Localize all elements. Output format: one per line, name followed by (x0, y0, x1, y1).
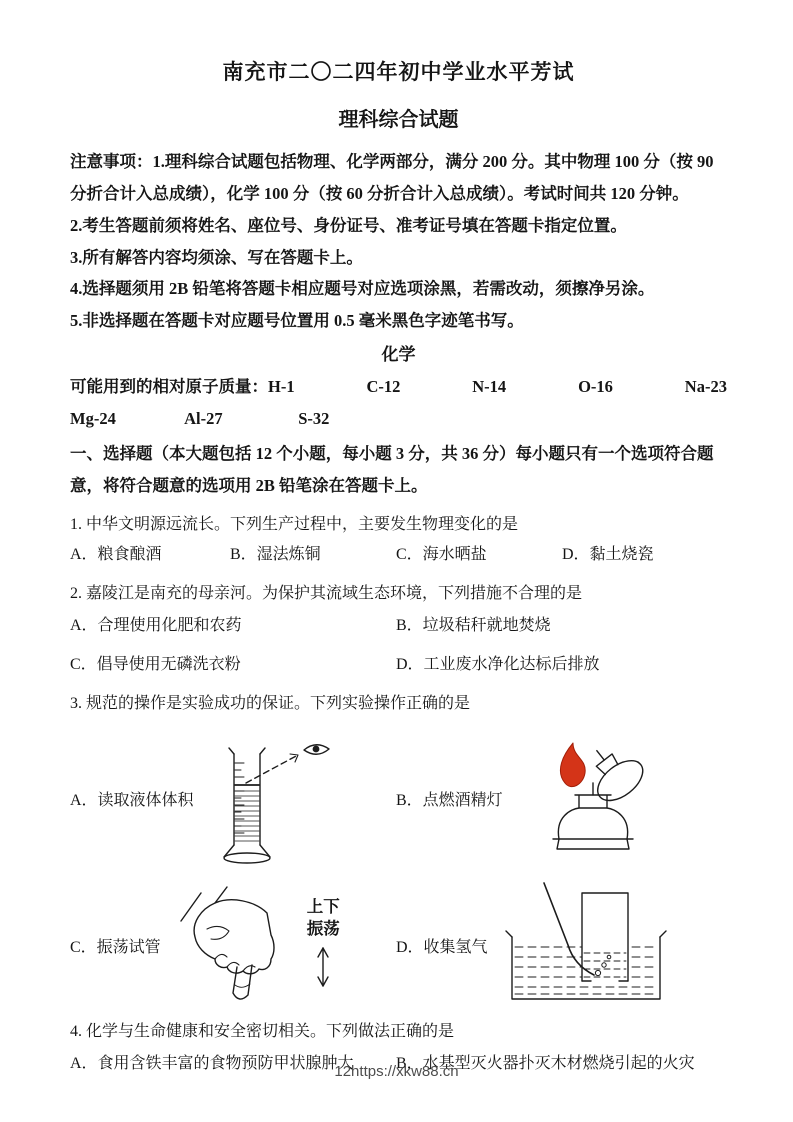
atomic-mass-line-1 (70, 371, 727, 403)
footer-watermark: 12https://xkw88.cn (334, 1063, 459, 1080)
subject-heading: 化学 (381, 345, 416, 365)
shake-label-line-2: 振荡 (306, 919, 340, 939)
option-c: C．倡导使用无磷洗衣粉 (70, 656, 241, 674)
atomic-mass-item: Al-27 (184, 409, 223, 429)
section-1-heading: 一、选择题（本大题包括 12 个小题，每小题 3 分，共 36 分）每小题只有一个选项符合题意，将符合题意的选项用 2B 铅笔涂在答题卡上。 (70, 444, 714, 495)
option-a: A．粮食酿酒 (70, 546, 162, 564)
notice-line-3: 3.所有解答内容均须涂、写在答题卡上。 (70, 247, 363, 267)
option-d-label: D．收集氢气 (396, 938, 488, 956)
atomic-mass-item: 可能用到的相对原子质量：H-1 (70, 377, 295, 397)
hand-shaking-test-tube-figure (171, 883, 299, 1007)
atomic-mass-item: N-14 (472, 377, 507, 397)
option-b-label: B．点燃酒精灯 (396, 791, 503, 809)
question-3-figure-options (70, 727, 727, 1009)
option-b: B．湿法炼铜 (230, 546, 321, 564)
question-2-options (70, 611, 727, 681)
question-1-stem: 1. 中华文明源远流长。下列生产过程中，主要发生物理变化的是 (70, 515, 519, 533)
notice-line-5: 5.非选择题在答题卡对应题号位置用 0.5 毫米黑色字迹笔书写。 (70, 311, 524, 331)
atomic-mass-item: C-12 (366, 377, 401, 397)
question-4-stem: 4. 化学与生命健康和安全密切相关。下列做法正确的是 (70, 1023, 455, 1041)
option-b: B．垃圾秸秆就地焚烧 (396, 616, 551, 634)
gas-collection-figure (498, 881, 676, 1009)
question-2-stem: 2. 嘉陵江是南充的母亲河。为保护其流域生态环境，下列措施不合理的是 (70, 584, 583, 602)
question-3-stem: 3. 规范的操作是实验成功的保证。下列实验操作正确的是 (70, 694, 471, 712)
notice-line-2: 2.考生答题前须将姓名、座位号、身份证号、准考证号填在答题卡指定位置。 (70, 215, 627, 235)
atomic-mass-line-2 (70, 403, 727, 435)
notice-line-1: 注意事项：1.理科综合试题包括物理、化学两部分，满分 200 分。其中物理 100 分（按 90 分折合计入总成绩），化学 100 分（按 60 分折合计入总成绩）。考试时间共 120 分钟。 (70, 152, 714, 203)
shake-label-line-1: 上下 (306, 896, 340, 916)
notice-line-4: 4.选择题须用 2B 铅笔将答题卡相应题号对应选项涂黑，若需改动，须擦净另涂。 (70, 279, 655, 299)
graduated-cylinder-figure (204, 727, 354, 869)
alcohol-lamp-figure (513, 739, 665, 857)
option-a-label: A．读取液体体积 (70, 791, 194, 809)
question-3 (70, 689, 727, 1009)
option-a: A．食用含铁丰富的食物预防甲状腺肿大 (70, 1055, 354, 1073)
question-2 (70, 579, 727, 681)
atomic-mass-item: O-16 (578, 377, 613, 397)
option-c-figure-cell (70, 881, 396, 1009)
question-1-options (70, 540, 727, 570)
flame-icon (560, 743, 585, 787)
exam-subtitle: 理科综合试题 (338, 109, 459, 131)
option-b-figure-cell (396, 727, 727, 869)
option-c: C．海水晒盐 (396, 546, 487, 564)
option-a-figure-cell (70, 727, 396, 869)
option-d: D．工业废水净化达标后排放 (396, 656, 600, 674)
shake-annotation (307, 896, 340, 995)
question-1 (70, 510, 727, 571)
notice-block (70, 146, 727, 337)
option-b: B．水基型灭火器扑灭木材燃烧引起的火灾 (396, 1055, 695, 1073)
option-c-label: C．振荡试管 (70, 938, 161, 956)
up-down-arrow-icon (313, 940, 333, 994)
option-d-figure-cell (396, 881, 727, 1009)
option-a: A．合理使用化肥和农药 (70, 616, 242, 634)
atomic-mass-item: Na-23 (684, 377, 727, 397)
atomic-mass-item: Mg-24 (70, 409, 116, 429)
atomic-mass-item: S-32 (298, 409, 330, 429)
exam-title: 南充市二〇二四年初中学业水平芳试 (222, 60, 575, 84)
option-d: D．黏土烧瓷 (562, 546, 654, 564)
